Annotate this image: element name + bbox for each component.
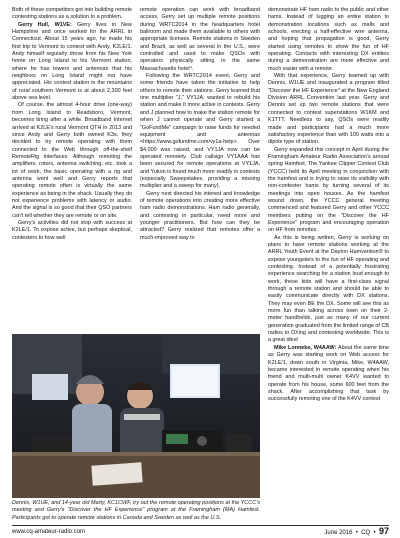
article-column-3 [268,7,389,404]
paragraph: Both of these competitors got into building remote contesting stations as a solution to a problem. [12,7,132,21]
paragraph: Gerry's activities did not stop with success at K2LE/1. To expose active, but perhaps skeptical, contesters to how well [12,219,132,241]
magazine-name: CQ [361,530,371,536]
paragraph: Of course, the almost 4-hour drive (one-way) from Long Island to Readsboro, Vermont, becomes tiring after a while. Broadband Internet arrived at K2LE's rural Vermont QTH in 2013 and since Andy and Gerry both owned K3s, they decided to try remote operating with them connected to the Web through off-the-shelf RemoteRig interfaces. Although remoting the amplifiers, rotors, antenna switching, etc. took a lot of work, the basic operating with a rig and antenna went well and Gerry reports that operating remote often is virtually the same experience as being in the shack. Usually they do not experience problems with latency or audio. And the signal is so good that their QSO partners can't tell whether they are remote or on site. [12,102,132,219]
website-url: www.cq-amateur-radio.com [12,529,86,535]
paragraph-text: About the same time as Gerry was starting work on Web access for K2LE/1, down south in Virginia, Mike, W4AAW, became interested in remote operating when his friend and multi-multi owner K4VV wanted to operate from his house, some 600 feet from the shack. After accomplishing that task by successfully remoting one of the K4VV contest [268,344,389,403]
page-footer [12,525,389,536]
separator-bullet: • [371,530,378,536]
event-photo [12,334,260,498]
paragraph: Following the WRTC2014 event, Gerry and some friends have taken the initiative to help others to remote their stations. Gerry learned that one multiplier "J," VY1JA, wanted to rebuild his station and make it more active in contests. Gerry and J planned how to make the station remote for when J cannot operate and Gerry started a "GoFundMe" campaign to raise funds for needed equipment and antennas <https://www.gofundme.com/vy1a-help>. Over $4,000 was raised, and VY1JA now can be operated remotely. Club callsign VY1AAA has been secured for remote operations at VY1JA, and Yukon is found much more readily in contests (especially Sweepstakes, providing a missing multiplier and a sweep for many). [140,73,260,190]
person-name-heading: Gerry Hull, W1VE: [18,21,72,28]
photo-illustration [12,334,260,498]
paragraph-text: Gerry lives in New Hampshire and once worked for the ARRL in Connecticut. About 15 years ago, he made his first trip to Vermont to contest with Andy, K2LE/1. Andy himself regularly drove from his New York home on Long Island to his Vermont station, where he has towers and antennas that his neighbors on Long Island might not have appreciated. His contest station in the mountains of rural southern Vermont is at about 2,300 feet above sea level. [12,21,132,102]
issue-date: June 2016 [324,530,353,536]
article-column-2 [140,7,260,242]
separator-bullet: • [354,530,360,536]
paragraph: As this is being written, Gerry is working on plans to have remote stations working at the ARRL Youth Event at the Dayton Hamvention® to expose youngsters to the fun of HF operating and contesting. Instead of a potentially frustrating experience searching for a station loud enough to work, these kids will have a first-class signal through a remote station and should be able to easily communicate directly with DX stations. They may even BE the DX. Some will see this as more fun than talking across town on their 2-meter handhelds, just as many of our current generation graduated from the limited range of CB radios to DXing and contesting worldwide. This is a great idea! [268,234,389,344]
paragraph: remote operation can work with broadband access, Gerry set up multiple remote positions during WRTC2014 in the headquarters hotel ballroom and made them available to others with appropriate licenses. Remote stations in Sweden and Brazil, as well as several in the U.S., were controlled and used to make QSOs with operators physically sitting in the same Massachusetts hotel⁴. [140,7,260,72]
paragraph: Gerry next directed his interest and knowledge of remote operations into creating more effective ham radio demonstrations. Ham radio generally, and contesting in particular, need more and younger practitioners. But how can they be attracted? Gerry realized that remotes offer a much-improved way to [140,190,260,241]
paragraph: demonstrate HF ham radio to the public and other hams. Instead of lugging an entire station to demonstration locations such as malls and schools, erecting a half-effective wire antenna, and hoping that propagation is good, Gerry started using remotes to show the fun of HF operating. Contacts with interesting DX entities during a demonstration are more effective and much easier with a remote. [268,7,389,72]
person-name-heading: Mike Lonneke, W4AAW: [274,344,337,351]
paragraph: Gerry expanded this concept in April during the Framingham Amateur Radio Association's annual spring Hamfest. The Yankee Clipper Contest Club (YCCC) held its April meeting in conjunction with the hamfest and is trying to raise its visibility with non-contester hams by turning several of its meetings into open houses. As the hamfest wound down, the YCCC general meeting commenced and featured Gerry and other YCCC members putting on the "Discover the HF Experience" program and encouraging operation on HF from remotes. [268,146,389,234]
paragraph: With that experience, Gerry teamed up with Dennis, W1UE and inaugurated a program titled "Discover the HF Experience" at the New England Division ARRL Convention last year. Gerry and Dennis set up two remote stations that were connected to contest superstations W1KM and K1TTT. Needless to say, QSOs were readily made and participants had a much more satisfactory experience than with 100 watts into a dipole type of station. [268,73,389,146]
issue-info [324,526,389,538]
article-column-1 [12,7,132,242]
paragraph [268,345,389,404]
paragraph [12,22,132,103]
page-number: 97 [378,526,389,536]
photo-caption: Dennis, W1UE, and 14-year old Marty, KC1CWF, try out the remote operating positions at the YCCC's meeting and Gerry's "Discover the HF Experience" program at the Framingham (MA) Hamfest. Participants got to operate remote stations in Canada and Sweden as well as the U.S. [12,500,260,521]
